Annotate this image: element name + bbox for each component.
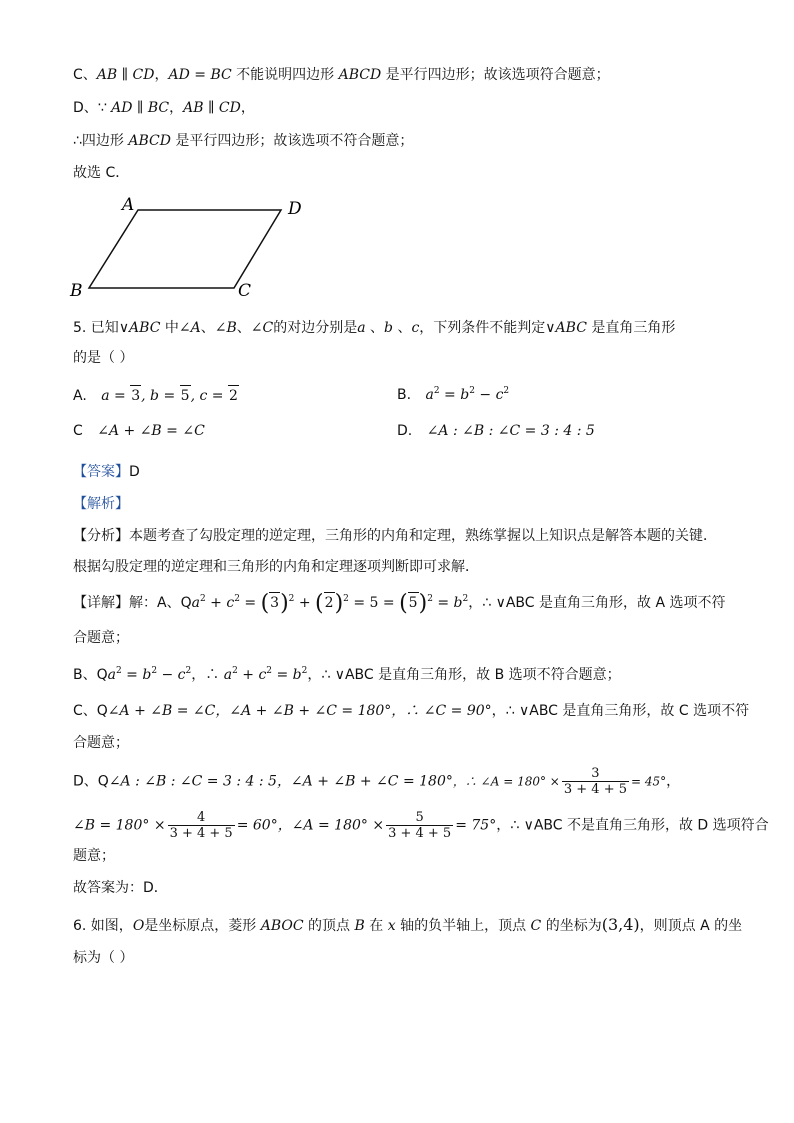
q5-option-c: [73, 421, 205, 441]
answer-label: 【答案】: [73, 464, 129, 480]
math-expr: a: [357, 320, 366, 336]
detail-a-cont: 合题意；: [73, 630, 129, 646]
choice-conclusion: 故选 C．: [73, 165, 130, 181]
detail-c: [73, 701, 749, 721]
detail-d-2: [73, 810, 769, 841]
option-b-expr: $a^2 = b^2 - c^2$: [425, 386, 510, 403]
text: 的坐标为: [541, 918, 602, 934]
math-expr: AB ∥ CD: [96, 67, 155, 83]
text: ，: [666, 773, 681, 790]
math-expr: O: [132, 918, 145, 934]
math-expr: ∠A: [178, 320, 201, 336]
numerator: 5: [415, 810, 424, 825]
q5-option-a: [73, 385, 239, 406]
option-label: C: [73, 423, 83, 439]
text: ，则顶点 A 的坐: [639, 918, 743, 934]
option-d-conclusion: [73, 131, 413, 151]
math-expr: = 45°: [631, 774, 667, 789]
text: 的顶点: [303, 918, 355, 934]
math-expr: ∠B: [214, 320, 237, 336]
math-expr: ABCD: [338, 67, 382, 83]
math-expr: AD = BC: [168, 67, 232, 83]
text: ∴四边形: [73, 133, 129, 149]
detail-a: [73, 592, 726, 614]
final-answer: 故答案为：D．: [73, 880, 168, 896]
math-expr: c: [411, 320, 420, 336]
answer-line: [73, 462, 140, 482]
text: 、: [393, 320, 412, 336]
text: B、Q: [73, 667, 108, 683]
answer-value: D: [129, 464, 140, 480]
math-expr: AB ∥ CD: [183, 100, 241, 116]
numerator: 3: [591, 766, 600, 781]
detail-d: [73, 766, 680, 797]
text: ，: [169, 100, 184, 116]
text: ，下列条件不能判定: [419, 320, 546, 336]
detail-label: 【详解】: [73, 595, 129, 611]
text: ，∴ ∨ABC 是直角三角形，故 B 选项不符合题意；: [307, 667, 621, 683]
text: 、: [365, 320, 385, 336]
math-expr: ∨ABC: [118, 320, 161, 336]
math-expr: ABCD: [128, 133, 171, 149]
denominator: 3 + 4 + 5: [563, 782, 627, 797]
text: 中: [160, 320, 179, 336]
detail-a-expr: $a^2 + c^2 = (3)^2 + (2)^2 = 5 = (5)^2 = b^2$: [191, 591, 469, 616]
option-a-expr: a = 3, b = 5, c = 2: [101, 388, 239, 404]
math-expr: ∠A : ∠B : ∠C = 3 : 4 : 5: [108, 773, 277, 790]
math-expr: x: [387, 918, 396, 934]
math-expr: ，∠A = 180° ×: [277, 817, 385, 834]
fenxi-line-2: 根据勾股定理的逆定理和三角形的内角和定理逐项判断即可求解．: [73, 559, 479, 575]
option-d-explanation: [73, 98, 255, 118]
text: ，∴ ∨ABC 是直角三角形，故 A 选项不符: [468, 595, 726, 611]
text: D、∵: [73, 100, 112, 116]
q6-stem: [73, 915, 742, 936]
text: 不能说明四边形: [231, 67, 339, 83]
parallelogram-figure: [66, 190, 326, 302]
vertex-label-a: A: [122, 195, 135, 215]
analysis-label: 【解析】: [73, 496, 129, 512]
parallelogram-shape: [89, 210, 281, 288]
detail-c-cont: 合题意；: [73, 735, 129, 751]
math-expr: ∠C: [250, 320, 274, 336]
detail-b-expr: $a^2 = b^2 - c^2$，∴ $a^2 + c^2 = b^2$: [107, 666, 308, 683]
text: 、: [200, 320, 215, 336]
q6-stem-cont: 标为（ ）: [73, 950, 134, 966]
denominator: 3 + 4 + 5: [388, 826, 452, 841]
option-c-explanation: [73, 65, 610, 85]
text: 解：A、Q: [129, 595, 192, 611]
text: 的对边分别是: [273, 320, 358, 336]
fraction: [386, 810, 453, 841]
math-expr: C: [530, 918, 542, 934]
option-c-expr: ∠A + ∠B = ∠C: [97, 423, 205, 439]
math-expr: ∨ABC: [545, 320, 587, 336]
q5-stem: [73, 318, 675, 338]
fraction: [562, 766, 629, 797]
text: 是坐标原点，菱形: [144, 918, 261, 934]
math-expr: ∠B = 180° ×: [73, 817, 166, 834]
text: ，: [154, 67, 169, 83]
numerator: 4: [196, 810, 206, 825]
q5-option-b: [397, 385, 509, 405]
text: ，: [240, 100, 255, 116]
math-expr: (3,4): [601, 915, 640, 934]
math-expr: ∠A + ∠B = ∠C: [107, 703, 216, 719]
option-label: D.: [397, 423, 413, 439]
math-expr: = 75°: [455, 817, 497, 834]
math-expr: ABOC: [260, 918, 304, 934]
text: 5. 已知: [73, 320, 119, 336]
detail-b: [73, 665, 621, 685]
math-expr: AD ∥ BC: [111, 100, 170, 116]
text: ，∴ ∨ABC 不是直角三角形，故 D 选项符合: [496, 817, 769, 834]
denominator: 3 + 4 + 5: [169, 826, 233, 841]
text: 轴的负半轴上，顶点: [395, 918, 531, 934]
math-expr: ，∴ ∠A = 180° ×: [452, 774, 560, 789]
math-expr: = 60°: [236, 817, 278, 834]
q5-stem-cont: 的是（ ）: [73, 350, 134, 366]
math-expr: B: [354, 918, 365, 934]
math-expr: ，∠A + ∠B + ∠C = 180°: [276, 773, 453, 790]
option-label: A.: [73, 388, 87, 404]
text: ，∴ ∨ABC 是直角三角形，故 C 选项不符: [491, 703, 750, 719]
fenxi-line: 【分析】本题考查了勾股定理的逆定理，三角形的内角和定理，熟练掌握以上知识点是解答本题的关键．: [73, 528, 717, 544]
q5-option-d: [397, 421, 595, 441]
text: 、: [236, 320, 251, 336]
text: 6. 如图，: [73, 918, 133, 934]
vertex-label-b: B: [70, 281, 83, 301]
text: 是平行四边形；故该选项符合题意；: [381, 67, 610, 83]
option-label: B.: [397, 387, 412, 403]
option-d-expr: ∠A : ∠B : ∠C = 3 : 4 : 5: [426, 423, 595, 439]
vertex-label-d: D: [288, 199, 302, 219]
text: C、: [73, 67, 97, 83]
math-expr: ，∴ ∠C = 90°: [391, 703, 492, 719]
detail-d-3: 题意；: [73, 848, 115, 864]
text: 是平行四边形；故该选项不符合题意；: [170, 133, 414, 149]
text: 在: [364, 918, 388, 934]
text: 是直角三角形: [586, 320, 676, 336]
text: C、Q: [73, 703, 108, 719]
fraction: [168, 810, 235, 841]
math-expr: b: [384, 320, 393, 336]
vertex-label-c: C: [238, 281, 252, 301]
math-expr: ，∠A + ∠B + ∠C = 180°: [215, 703, 392, 719]
text: D、Q: [73, 773, 109, 790]
